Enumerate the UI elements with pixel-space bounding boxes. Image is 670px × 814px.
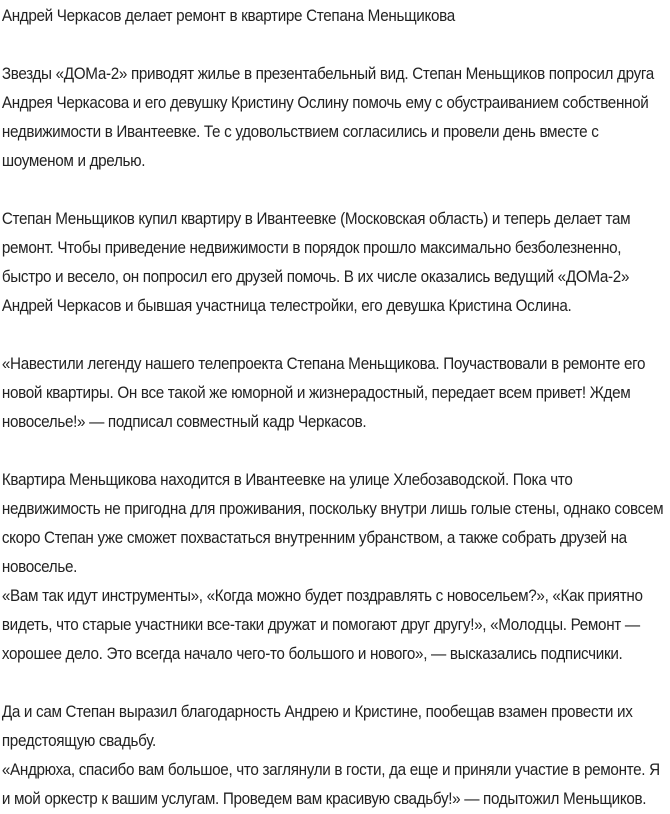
article-paragraph: Звезды «ДОМа-2» приводят жилье в презентабельный вид. Степан Меньщиков попросил друга Андрея Черкасова и его девушку Кристину Ослину помочь ему с обустраиванием собственной недвижимости в Ивантеевке. Те с удовольствием согласились и провели день вместе с шоуменом и дрелью. <box>1 65 654 170</box>
article-paragraph-comments: «Вам так идут инструменты», «Когда можно будет поздравлять с новосельем?», «Как приятно видеть, что старые участники все-таки дружат и помогают друг другу!», «Молодцы. Ремонт — хорошее дело. Это всегда начало чего-то большого и нового», — высказались подписчики. <box>1 587 643 663</box>
article-paragraph: Да и сам Степан выразил благодарность Андрею и Кристине, пообещав взамен провести их предстоящую свадьбу. <box>1 703 633 750</box>
article-paragraph: Квартира Меньщикова находится в Ивантеевке на улице Хлебозаводской. Пока что недвижимость не пригодна для проживания, поскольку внутри лишь голые стены, однако совсем скоро Степан уже сможет похвастаться внутренним убранством, а также собрать друзей на новоселье. <box>1 471 664 576</box>
article-title: Андрей Черкасов делает ремонт в квартире Степана Меньщикова <box>1 7 455 25</box>
article-paragraph-quote: «Андрюха, спасибо вам большое, что заглянули в гости, да еще и приняли участие в ремонте. Я и мой оркестр к вашим услугам. Проведем вам красивую свадьбу!» — подытожил Меньщиков. <box>1 761 660 808</box>
article-paragraph: «Навестили легенду нашего телепроекта Степана Меньщикова. Поучаствовали в ремонте его новой квартиры. Он все такой же юморной и жизнерадостный, передает всем привет! Ждем новоселье!» — подписал совместный кадр Черкасов. <box>1 355 646 431</box>
article-paragraph: Степан Меньщиков купил квартиру в Ивантеевке (Московская область) и теперь делает там ремонт. Чтобы приведение недвижимости в порядок прошло максимально безболезненно, быстро и весело, он попросил его друзей помочь. В их числе оказались ведущий «ДОМа-2» Андрей Черкасов и бывшая участница телестройки, его девушка Кристина Ослина. <box>1 210 631 315</box>
